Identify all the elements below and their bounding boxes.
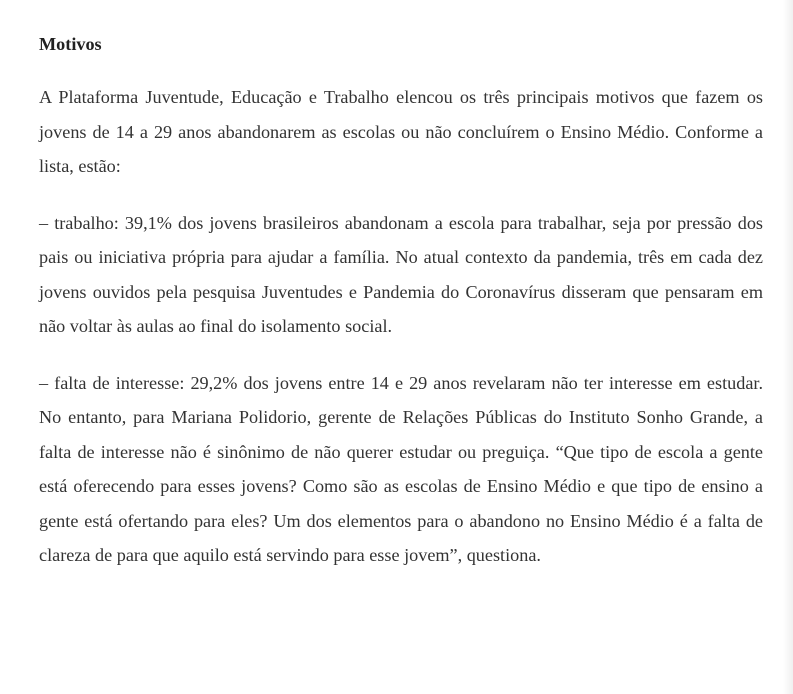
paragraph-trabalho: – trabalho: 39,1% dos jovens brasileiros abandonam a escola para trabalhar, seja por pressão dos pais ou iniciativa própria para ajudar a família. No atual contexto da pandemia, três em cada dez jovens ouvidos pela pesquisa Juventudes e Pandemia do Coronavírus disseram que pensaram em não voltar às aulas ao final do isolamento social. — [39, 212, 763, 336]
article-body — [39, 30, 763, 595]
paragraph-falta-de-interesse: – falta de interesse: 29,2% dos jovens entre 14 e 29 anos revelaram não ter interesse em estudar. No entanto, para Mariana Polidorio, gerente de Relações Públicas do Instituto Sonho Grande, a falta de interesse não é sinônimo de não querer estudar ou preguiça. “Que tipo de escola a gente está oferecendo para esses jovens? Como são as escolas de Ensino Médio e que tipo de ensino a gente está ofertando para eles? Um dos elementos para o abandono no Ensino Médio é a falta de clareza de para que aquilo está servindo para esse jovem”, questiona. — [39, 372, 763, 565]
section-heading: Motivos — [39, 34, 102, 54]
paragraph-intro: A Plataforma Juventude, Educação e Trabalho elencou os três principais motivos que fazem os jovens de 14 a 29 anos abandonarem as escolas ou não concluírem o Ensino Médio. Conforme a lista, estão: — [39, 87, 763, 176]
page-edge-shadow — [783, 0, 793, 694]
